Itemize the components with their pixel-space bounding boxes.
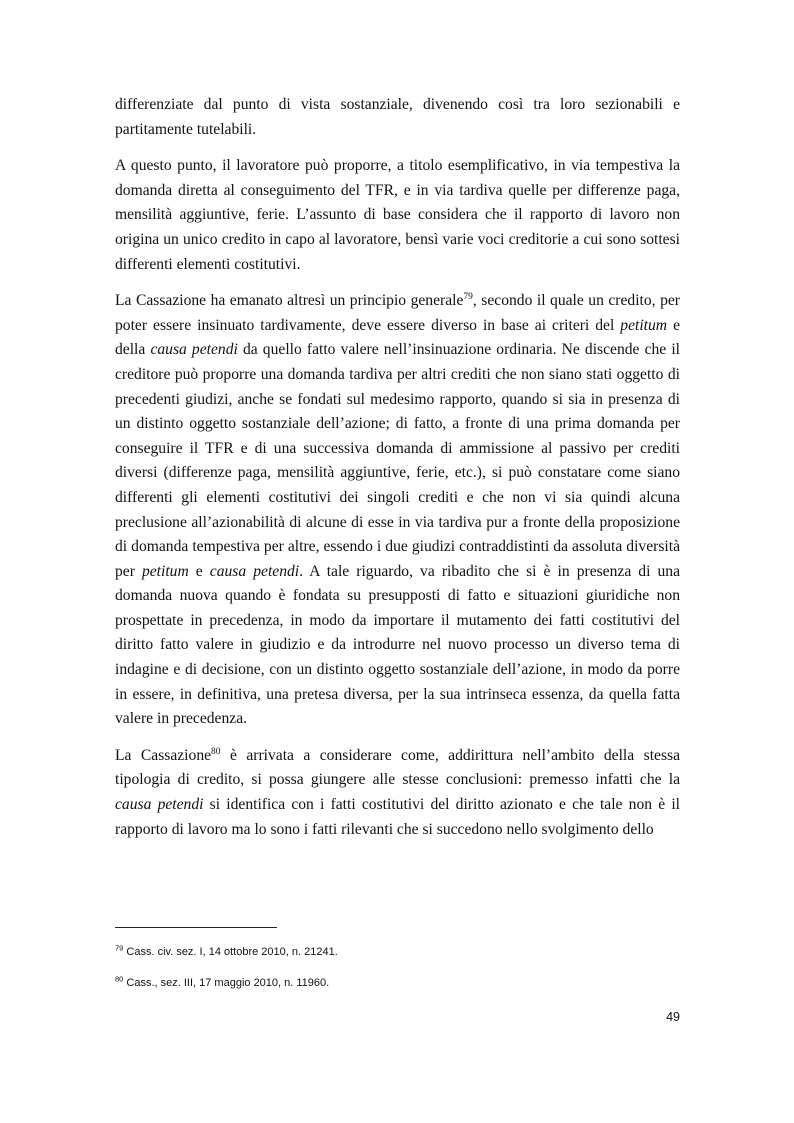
paragraph-4: La Cassazione$^{80}$ è arrivata a considerare come, addirittura nell’ambito della stessa tipologia di credito, si possa giungere alle stesse conclusioni: premesso infatti che la causa petendi si identifica con i fatti costitutivi del diritto azionato e che tale non è il rapporto di lavoro ma lo sono i fatti rilevanti che si succedono nello svolgimento dello: [115, 746, 681, 838]
footnote-text: Cass., sez. III, 17 maggio 2010, n. 11960.: [123, 977, 330, 989]
term-causa-petendi: causa petendi: [209, 562, 300, 580]
term-causa-petendi: causa petendi: [115, 796, 204, 814]
footnote-number: 80: [115, 974, 124, 984]
term-causa-petendi: causa petendi: [150, 341, 238, 359]
term-petitum: petitum: [141, 562, 189, 580]
footnote-80: [115, 976, 680, 990]
footnote-79: [115, 945, 680, 959]
footnote-text: Cass. civ. sez. I, 14 ottobre 2010, n. 21241.: [123, 946, 338, 958]
paragraph-1: differenziate dal punto di vista sostanziale, divenendo così tra loro sezionabili e partitamente tutelabili.: [115, 96, 680, 138]
paragraph-3: La Cassazione ha emanato altresì un principio generale$^{79}$, secondo il quale un credito, per poter essere insinuato tardivamente, deve essere diverso in base ai criteri del petitum e della causa petendi da quello fatto valere nell’insinuazione ordinaria. Ne discende che il creditore può proporre una domanda tardiva per altri crediti che non siano stati oggetto di precedenti giudizi, anche se fondati sul medesimo rapporto, quando si sia in presenza di un distinto oggetto sostanziale dell’azione; di fatto, a fronte di una prima domanda per conseguire il TFR e di una successiva domanda di ammissione al passivo per crediti diversi (differenze paga, mensilità aggiuntive, ferie, etc.), si può constatare come siano differenti gli elementi costitutivi dei singoli crediti e che non vi sia quindi alcuna preclusione all’azionabilità di alcune di esse in via tardiva pur a fronte della proposizione di domanda tempestiva per altre, essendo i due giudizi contraddistinti da assoluta diversità per petitum e causa petendi. A tale riguardo, va ribadito che si è in presenza di una domanda nuova quando è fondata su presupposti di fatto e situazioni giuridiche non prospettate in precedenza, in modo da importare il mutamento dei fatti costitutivi del diritto fatto valere in giudizio e da introdurre nel nuovo processo un diverso tema di indagine e di decisione, con un distinto oggetto sostanziale dell’azione, in modo da porre in essere, in definitiva, una pretesa diversa, per la sua intrinseca essenza, da quella fatta valere in precedenza.: [115, 291, 680, 728]
paragraph-2: A questo punto, il lavoratore può proporre, a titolo esemplificativo, in via tempestiva la domanda diretta al conseguimento del TFR, e in via tardiva quelle per differenze paga, mensilità aggiuntive, ferie. L’assunto di base considera che il rapporto di lavoro non origina un unico credito in capo al lavoratore, bensì varie voci creditorie a cui sono sottesi differenti elementi costitutivi.: [115, 157, 680, 273]
body-text: [115, 93, 680, 854]
footnote-ref-80[interactable]: 80: [211, 746, 221, 757]
footnote-number: 79: [115, 943, 124, 953]
footnote-ref-79[interactable]: 79: [463, 291, 473, 302]
page-number: 49: [666, 1010, 680, 1024]
footnote-divider: [115, 927, 277, 928]
term-petitum: petitum: [620, 316, 668, 334]
